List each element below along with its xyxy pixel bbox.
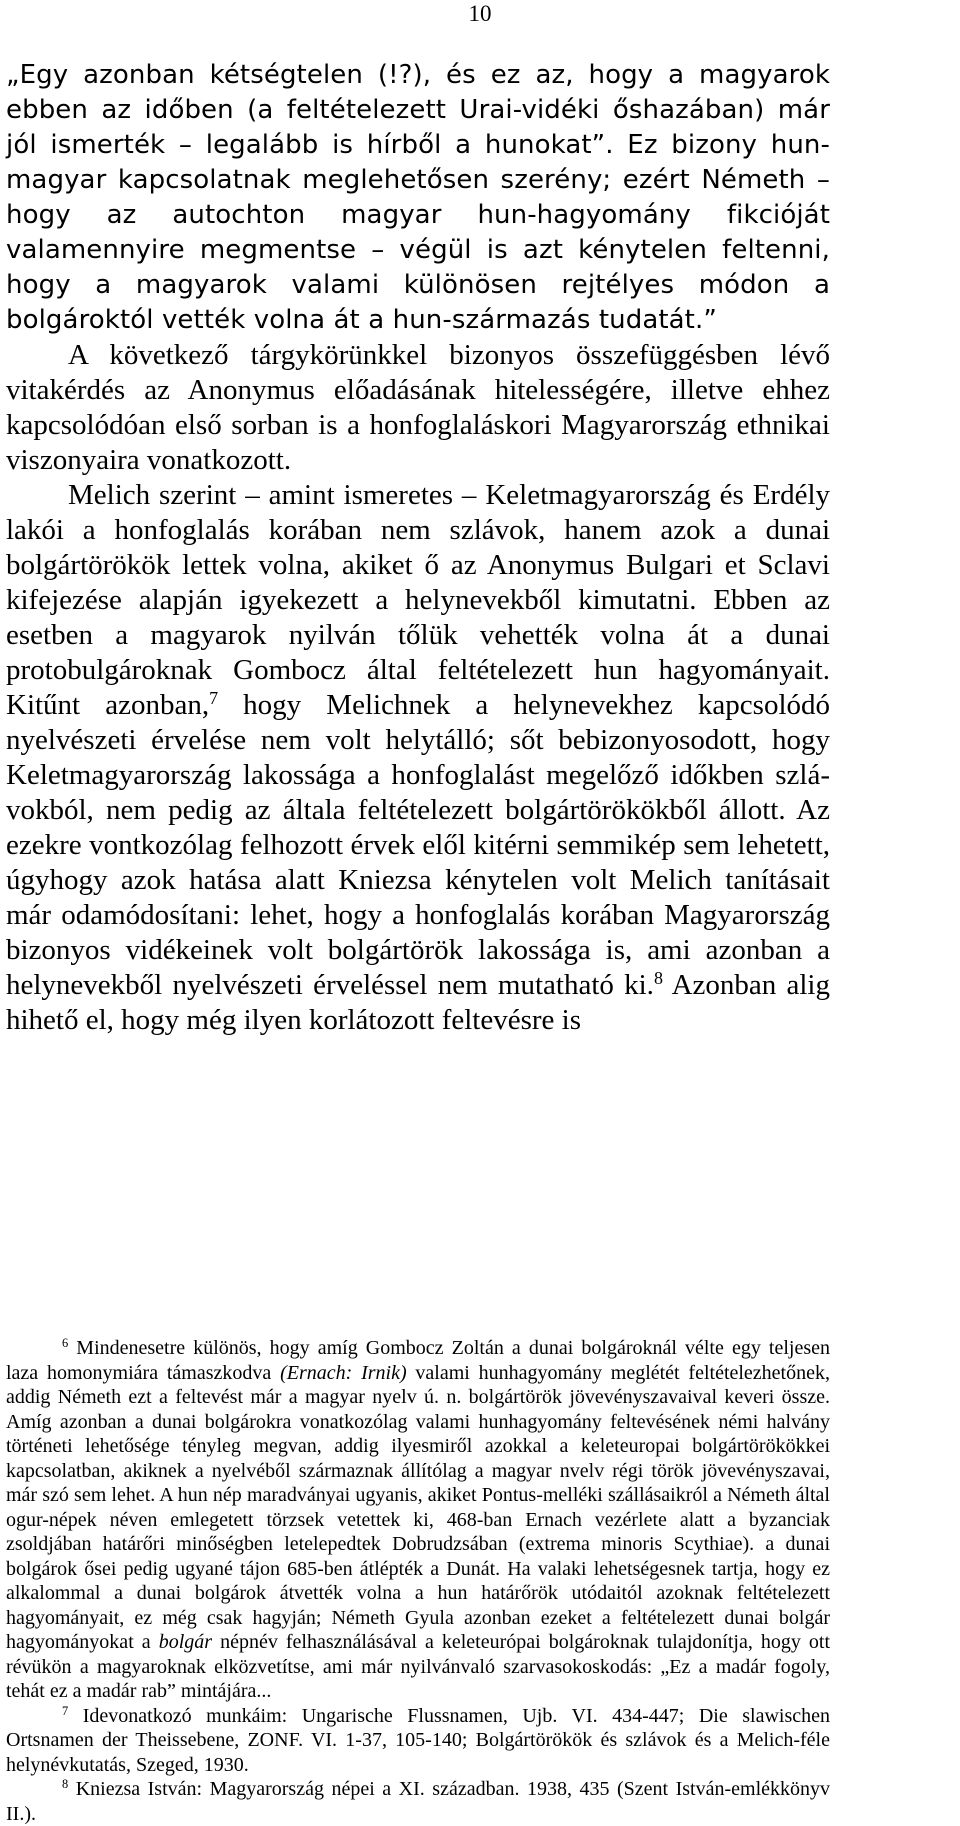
footnote-7 [6,1704,830,1778]
footnotes [6,1336,830,1826]
footnote-8 [6,1777,830,1826]
footnote-ref-8[interactable]: 8 [653,968,663,989]
paragraph-melich-part-1: Melich szerint – amint ismeretes – Keletmagyarország és Erdély lakói a honfoglalás korában nem szlávok, hanem azok a dunai bolgártörökök lettek volna, akiket ő az Anonymus Bulgari et Sclavi kifejezése alapján igyekezett a helynevekből kimutatni. Ebben az esetben a magyarok nyilván tőlük vehették volna át a dunai protobulgároknak Gombocz által feltételezett hun hagyományait. Kitűnt azonban, [6,479,830,721]
footnote-7-number: 7 [62,1703,69,1718]
paragraph-melich-part-2: hogy Melichnek a helynevekhez kapcsolódó nyelvészeti érvelése nem volt helytálló; sőt bebizonyosodott, hogy Keletmagyarország lakossága a honfoglalást megelőző időkben szlávokból, nem pedig az általa feltételezett bolgártörökökből állott. Az ezekre vontkozólag felhozott érvek elől kitérni semmikép sem lehetett, úgyhogy azok hatása alatt Kniezsa kénytelen volt Melich tanításait már odamódosítani: lehet, hogy a honfoglalás korában Magyarország bizonyos vidékeinek volt bolgártörök lakossága is, ami azonban a helynevekből nyelvészeti érveléssel nem mutatható ki. [6,689,830,1001]
footnote-6-text-3: népnév felhasználásával a keleteurópai bolgároknak tulajdonítja, hogy ott révükön a magyaroknak elközvetítse, ami már nyilvánvaló szarvasokoskodás: „Ez a madár fogoly, tehát ez a madár rab” mintájára... [6,1631,831,1702]
quote-paragraph: „Egy azonban kétségtelen (!?), és ez az, hogy a magyarok ebben az időben (a feltételezett Urai-vidéki őshazában) már jól ismerték – legalább is hírből a hunokat”. Ez bizony hun-magyar kapcsolatnak meglehetősen szerény; ezért Németh – hogy az autochton magyar hun-hagyomány fikcióját valamennyire megmentse – végül is azt kénytelen feltenni, hogy a magyarok valami különösen rejtélyes módon a bolgároktól vették volna át a hun-származás tudatát.” [6,60,830,335]
footnote-6-number: 6 [62,1336,69,1351]
page-number: 10 [468,1,492,26]
footnote-7-text: Idevonatkozó munkáim: Ungarische Flussnamen, Ujb. VI. 434-447; Die slawischen Ortsnamen der Theissebene, ZONF. VI. 1-37, 105-140; Bolgártörökök és szlávok és a Melich-féle helynévkutatás, Szeged, 1930. [6,1704,830,1776]
paragraph-melich [6,478,830,1038]
paragraph-melich-part-3: Azonban alig hihető el, hogy még ilyen korlátozott feltevésre is [6,969,830,1036]
footnote-8-text: Kniezsa István: Magyarország népei a XI. században. 1938, 435 (Szent István-emlékkönyv II.). [6,1778,830,1825]
footnote-6 [6,1336,830,1704]
footnote-6-text-1: Mindenesetre különös, hogy amíg Gombocz Zoltán a dunai bolgároknál vélte egy teljesen laza homonymiára támaszkodva [6,1337,830,1384]
paragraph-anonymus: A következő tárgykörünkkel bizonyos összefüggésben lévő vitakérdés az Anonymus előadásának hitelességére, illetve ehhez kapcsolódóan első sorban is a honfoglaláskori Magyarország ethnikai viszonyaira vonatkozott. [6,339,830,476]
footnote-6-text-2: valami hunhagyomány meglétét feltételezhetőnek, addig Németh ezt a feltevést már a magyar nyelv ú. n. bolgártörök jövevényszavaival keveri össze. Amíg azonban a dunai bolgárokra vonatkozólag valami hunhagyomány feltevésének némi halvány történeti lehetősége tényleg megvan, addig ilyesmiről azokkal a keleteuropai bolgártörökökkei kapcsolatban, akiknek a nyelvéből származnak állítólag a magyar nvelv régi török jövevényszavai, már szó sem lehet. A hun nép maradványai ugyanis, akiket Pontus-melléki szállásaikról a Németh által ogur-népek néven emlegetett törzsek vetettek ki, 468-ban Ernach vezérlete alatt a byzanciak zsoldjában határőri minőségben letelepedtek Dobrudzsában (extrema minoris Scythiae). a dunai bolgárok ősei pedig ugyané tájon 685-ben átlépték a Dunát. Ha valaki lehetségesnek tartja, hogy ez alkalommal a dunai bolgárok átvették volna a hun határőrök utódaitól azoknak feltételezett hagyományait, ez még csak hagyján; Németh Gyula azonban ezeket a feltételezett dunai bolgár hagyományokat a [6,1361,830,1653]
footnote-ref-7[interactable]: 7 [209,688,219,709]
footnote-6-italic-2: bolgár [158,1631,213,1653]
footnote-8-number: 8 [62,1777,69,1792]
main-text [6,58,830,1038]
footnote-6-italic-1: (Ernach: Irnik) [280,1361,407,1384]
